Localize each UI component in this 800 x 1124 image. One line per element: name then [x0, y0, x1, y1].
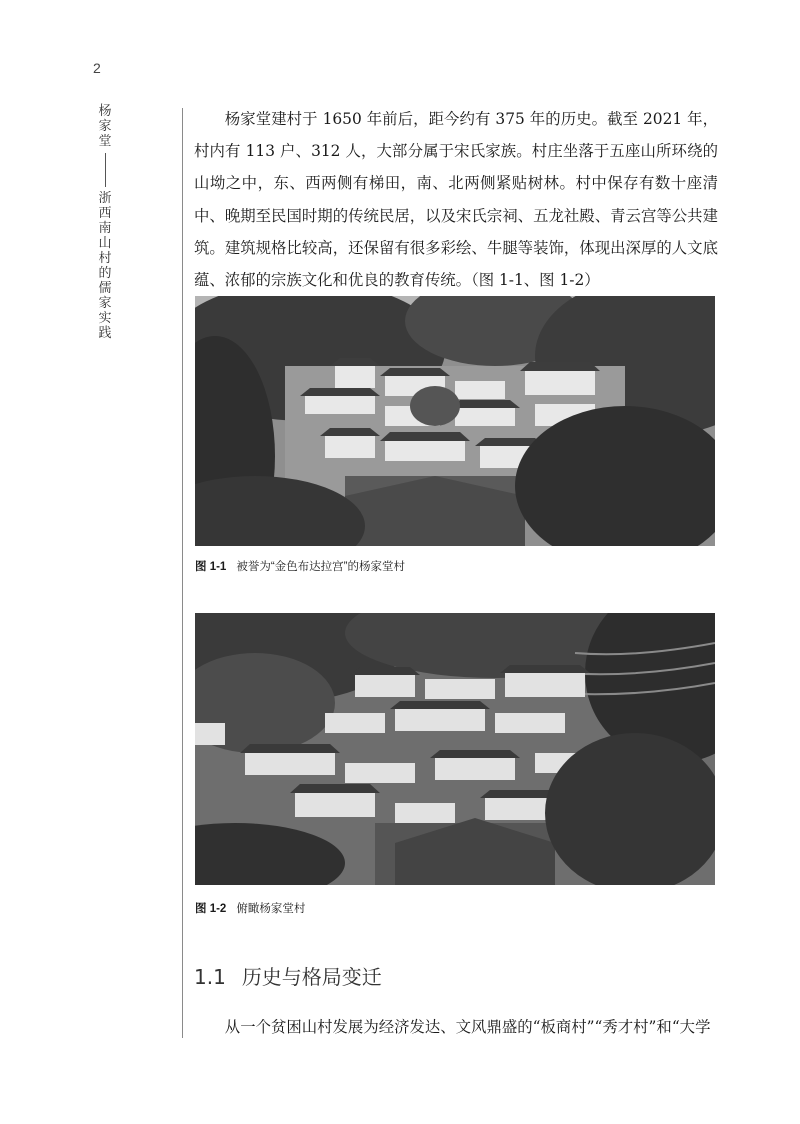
running-head-dash — [105, 153, 106, 187]
section-heading — [194, 961, 382, 990]
running-head-title: 杨家堂 — [98, 104, 112, 149]
body-paragraph: 杨家堂建村于 1650 年前后，距今约有 375 年的历史。截至 2021 年，村内有 113 户、312 人，大部分属于宋氏家族。村庄坐落于五座山所环绕的山坳之中，东、西两侧有梯田，南、北两侧紧贴树林。村中保存有数十座清中、晚期至民国时期的传统民居，以及宋氏宗祠、五龙社殿、青云宫等公共建筑。建筑规格比较高，还保留有很多彩绘、牛腿等装饰，体现出深厚的人文底蕴、浓郁的宗族文化和优良的教育传统。（图 1-1、图 1-2） — [194, 110, 718, 290]
figure-1-2-number: 图 1-2 — [195, 903, 227, 915]
figure-1-1-photo — [195, 296, 715, 546]
figure-1-2-caption — [195, 900, 305, 916]
figure-1-2-caption-text: 俯瞰杨家堂村 — [236, 903, 306, 915]
section-number: 1.1 — [194, 965, 226, 989]
running-head — [94, 104, 116, 341]
figure-1-1-caption-text: 被誉为“金色布达拉宫”的杨家堂村 — [236, 561, 405, 573]
vertical-rule — [182, 108, 183, 1038]
section-title: 历史与格局变迁 — [241, 965, 382, 989]
figure-1-1-caption — [195, 558, 405, 574]
page-number: 2 — [93, 60, 101, 76]
village-photo-1 — [195, 296, 715, 546]
figure-1-1-number: 图 1-1 — [195, 561, 227, 573]
continuation-paragraph: 从一个贫困山村发展为经济发达、文风鼎盛的“板商村”“秀才村”和“大学 — [224, 1018, 711, 1036]
figure-1-2-photo — [195, 613, 715, 885]
running-head-subtitle: 浙西南山村的儒家实践 — [98, 191, 112, 341]
village-photo-2 — [195, 613, 715, 885]
